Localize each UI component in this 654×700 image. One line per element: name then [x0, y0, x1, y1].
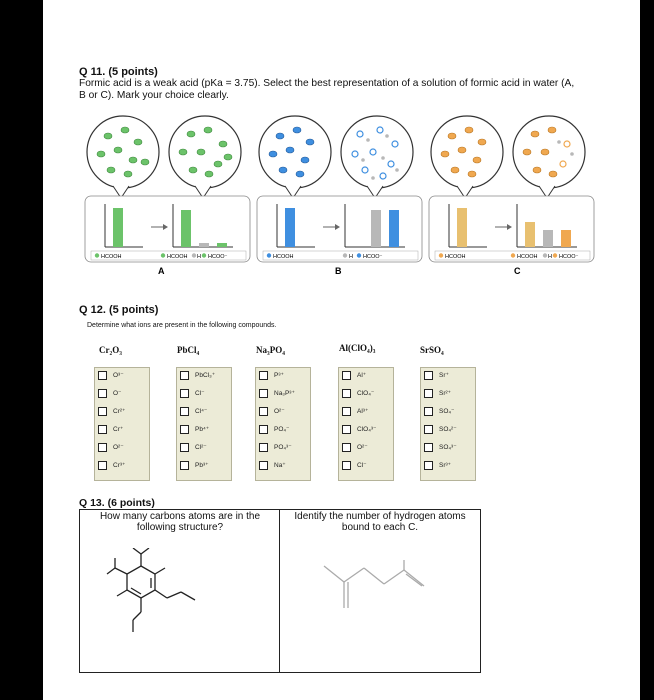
- ion-option[interactable]: SO₄⁻: [424, 407, 454, 417]
- checkbox[interactable]: [259, 407, 268, 416]
- ion-option[interactable]: ClO₄³⁻: [342, 425, 376, 435]
- option-c-legend-r3: HCOO⁻: [559, 254, 579, 260]
- option-c-diagram[interactable]: [427, 112, 597, 277]
- ion-option[interactable]: Na⁺: [259, 461, 286, 471]
- q12-title: Q 12. (5 points): [79, 304, 159, 316]
- checkbox[interactable]: [98, 389, 107, 398]
- checkbox[interactable]: [259, 461, 268, 470]
- checkbox[interactable]: [342, 425, 351, 434]
- checkbox[interactable]: [259, 371, 268, 380]
- ion-option[interactable]: O²⁻: [98, 443, 124, 453]
- option-a-legend-r2: H: [197, 254, 201, 260]
- carbon-structure-right: [318, 560, 458, 630]
- compound-3: Na₃PO₄: [256, 345, 285, 355]
- ion-option[interactable]: Al³⁺: [342, 407, 368, 417]
- checkbox[interactable]: [180, 389, 189, 398]
- q13-right-prompt: Identify the number of hydrogen atoms bound to each C.: [294, 511, 466, 533]
- ion-option[interactable]: Sr⁺: [424, 371, 449, 381]
- ion-option[interactable]: Cl²⁻: [180, 443, 207, 453]
- compound-2: PbCl₄: [177, 345, 200, 355]
- checkbox[interactable]: [424, 443, 433, 452]
- checkbox[interactable]: [180, 461, 189, 470]
- option-c-legend-r1: HCOOH: [517, 254, 538, 260]
- ion-option[interactable]: ClO₄⁻: [342, 389, 374, 399]
- checkbox[interactable]: [342, 461, 351, 470]
- checkbox[interactable]: [180, 443, 189, 452]
- option-a-legend-r1: HCOOH: [167, 254, 188, 260]
- checkbox[interactable]: [424, 425, 433, 434]
- checkbox[interactable]: [424, 371, 433, 380]
- compound-5: SrSO₄: [420, 345, 444, 355]
- option-a-diagram[interactable]: [83, 112, 253, 277]
- checkbox[interactable]: [342, 443, 351, 452]
- option-b-legend-left: HCOOH: [273, 254, 294, 260]
- ion-option[interactable]: Al⁺: [342, 371, 366, 381]
- ion-option[interactable]: P³⁺: [259, 371, 284, 381]
- ion-option[interactable]: Cr⁺: [98, 425, 123, 435]
- ion-box-4: [338, 367, 394, 481]
- q13-divider: [279, 509, 280, 672]
- option-b-legend-r1: H: [349, 254, 353, 260]
- option-c-label: C: [514, 266, 521, 276]
- checkbox[interactable]: [180, 407, 189, 416]
- checkbox[interactable]: [259, 443, 268, 452]
- ion-option[interactable]: Na₃P³⁺: [259, 389, 295, 399]
- ion-box-5: [420, 367, 476, 481]
- checkbox[interactable]: [424, 389, 433, 398]
- ion-option[interactable]: Cl⁻: [342, 461, 367, 471]
- option-c-legend-r2: H: [548, 254, 552, 260]
- ion-option[interactable]: SO₄²⁻: [424, 425, 457, 435]
- ion-box-2: [176, 367, 232, 481]
- ion-option[interactable]: Cr²⁺: [98, 407, 125, 417]
- ion-option[interactable]: PO₄³⁻: [259, 443, 292, 453]
- checkbox[interactable]: [98, 461, 107, 470]
- checkbox[interactable]: [98, 425, 107, 434]
- q12-question-text: Determine what ions are present in the following compounds.: [87, 322, 277, 329]
- ion-box-3: [255, 367, 311, 481]
- q13-title: Q 13. (6 points): [79, 497, 155, 509]
- checkbox[interactable]: [342, 407, 351, 416]
- checkbox[interactable]: [259, 425, 268, 434]
- ion-option[interactable]: PO₄⁻: [259, 425, 289, 435]
- checkbox[interactable]: [98, 407, 107, 416]
- ion-option[interactable]: PbCl₃⁺: [180, 371, 215, 381]
- option-b-diagram[interactable]: [255, 112, 425, 277]
- checkbox[interactable]: [342, 389, 351, 398]
- ion-option[interactable]: Cl⁻: [180, 389, 205, 399]
- compound-4: Al(ClO₄)₃: [339, 343, 376, 353]
- ion-box-1: [94, 367, 150, 481]
- carbon-structure-left: [103, 548, 213, 648]
- checkbox[interactable]: [180, 371, 189, 380]
- ion-option[interactable]: Sr²⁺: [424, 389, 451, 399]
- option-b-label: B: [335, 266, 342, 276]
- q11-question-text: Formic acid is a weak acid (pKa = 3.75). Select the best representation of a solution of formic acid in water (A, B or C). Mark your choice clearly.: [79, 78, 575, 101]
- compound-1: Cr₂O₃: [99, 345, 122, 355]
- option-b-legend-r2: HCOO⁻: [363, 254, 383, 260]
- q11-title: Q 11. (5 points): [79, 66, 158, 78]
- ion-option[interactable]: Pb³⁺: [180, 461, 209, 471]
- option-c-legend-left: HCOOH: [445, 254, 466, 260]
- ion-option[interactable]: Sr³⁺: [424, 461, 451, 471]
- ion-option[interactable]: SO₄³⁻: [424, 443, 457, 453]
- checkbox[interactable]: [342, 371, 351, 380]
- ion-option[interactable]: O³⁻: [98, 371, 124, 381]
- checkbox[interactable]: [98, 443, 107, 452]
- checkbox[interactable]: [259, 389, 268, 398]
- checkbox[interactable]: [98, 371, 107, 380]
- ion-option[interactable]: O²⁻: [342, 443, 368, 453]
- option-a-legend-left: HCOOH: [101, 254, 122, 260]
- option-a-label: A: [158, 266, 165, 276]
- ion-option[interactable]: O²⁻: [259, 407, 285, 417]
- worksheet-page: [43, 0, 640, 700]
- checkbox[interactable]: [180, 425, 189, 434]
- ion-option[interactable]: Cr³⁺: [98, 461, 125, 471]
- ion-option[interactable]: O⁻: [98, 389, 122, 399]
- ion-option[interactable]: Cl⁴⁻: [180, 407, 207, 417]
- checkbox[interactable]: [424, 407, 433, 416]
- ion-option[interactable]: Pb⁴⁺: [180, 425, 209, 435]
- q13-left-prompt: How many carbons atoms are in the following structure?: [99, 511, 261, 533]
- checkbox[interactable]: [424, 461, 433, 470]
- option-a-legend-r3: HCOO⁻: [208, 254, 228, 260]
